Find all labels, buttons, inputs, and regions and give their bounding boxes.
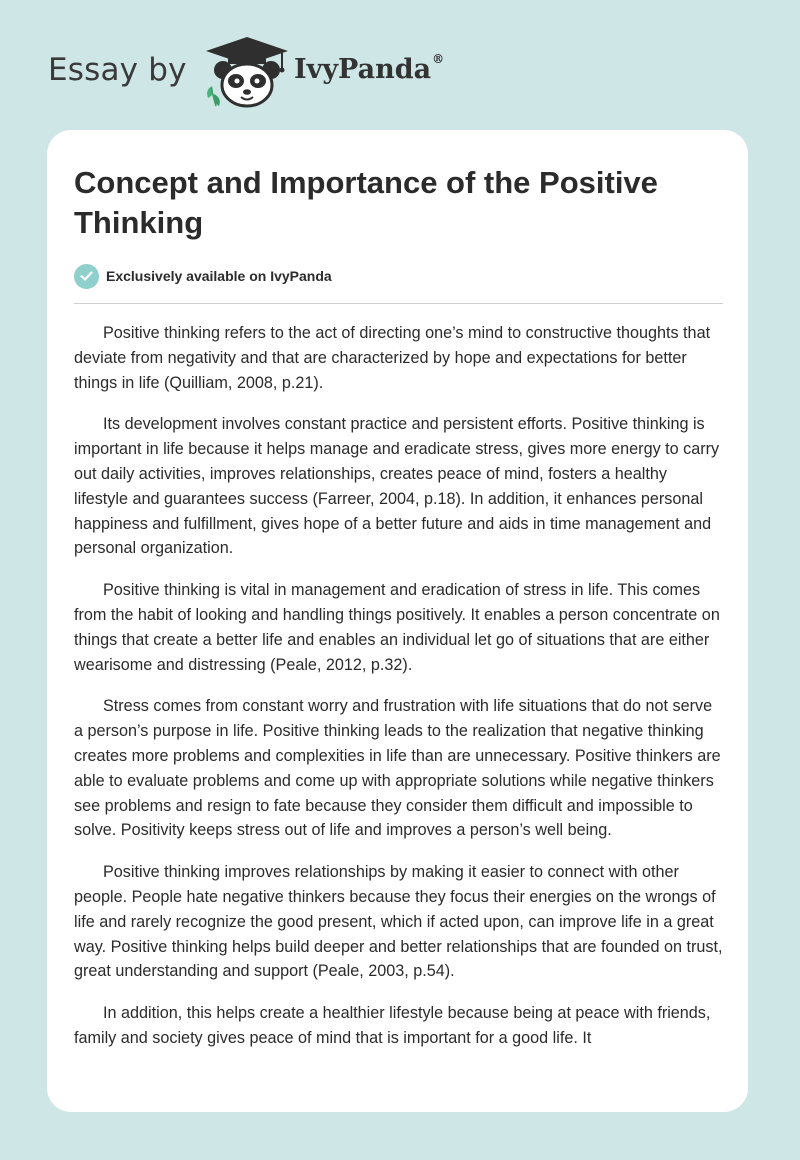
essay-body bbox=[74, 321, 724, 1068]
essay-card bbox=[47, 130, 748, 1112]
exclusive-label: Exclusively available on IvyPanda bbox=[106, 268, 332, 284]
essay-title: Concept and Importance of the Positive Thinking bbox=[74, 165, 658, 240]
brand-name[interactable]: IvyPanda® bbox=[294, 52, 445, 85]
registered-mark: ® bbox=[432, 52, 445, 66]
paragraph: In addition, this helps create a healthier lifestyle because being at peace with friends, family and society gives peace of mind that is important for a good life. It bbox=[74, 1004, 711, 1047]
essay-by-label: Essay by bbox=[48, 52, 187, 88]
exclusive-badge bbox=[74, 263, 332, 289]
paragraph: Stress comes from constant worry and frustration with life situations that do not serve a person’s purpose in life. Positive thinking leads to the realization that negative thinking creates more problems and complexities in life than are unnecessary. Positive thinkers are able to evaluate problems and come up with appropriate solutions while negative thinkers see problems and resign to fate because they consider them difficult and impossible to solve. Positivity keeps stress out of life and improves a person’s well being. bbox=[74, 697, 721, 840]
paragraph: Its development involves constant practice and persistent efforts. Positive thinking is important in life because it helps manage and eradicate stress, gives more energy to carry out daily activities, improves relationships, creates peace of mind, fosters a healthy lifestyle and guarantees success (Farreer, 2004, p.18). In addition, it enhances personal happiness and fulfillment, gives hope of a better future and aids in time management and personal organization. bbox=[74, 415, 720, 558]
paragraph: Positive thinking is vital in management and eradication of stress in life. This comes from the habit of looking and handling things positively. It enables a person concentrate on things that create a better life and enables an individual let go of situations that are either wearisome and distressing (Peale, 2012, p.32). bbox=[74, 581, 720, 674]
panda-logo-icon[interactable] bbox=[202, 34, 292, 110]
check-icon bbox=[74, 264, 99, 289]
divider bbox=[74, 303, 723, 304]
paragraph: Positive thinking refers to the act of directing one’s mind to constructive thoughts that deviate from negativity and that are characterized by hope and expectations for better things in life (Quilliam, 2008, p.21). bbox=[74, 324, 711, 392]
site-header bbox=[48, 34, 508, 114]
paragraph: Positive thinking improves relationships by making it easier to connect with other people. People hate negative thinkers because they focus their energies on the wrongs of life and rarely recognize the good present, which if acted upon, can improve life in a great way. Positive thinking helps build deeper and better relationships that are founded on trust, great understanding and support (Peale, 2003, p.54). bbox=[74, 863, 723, 981]
